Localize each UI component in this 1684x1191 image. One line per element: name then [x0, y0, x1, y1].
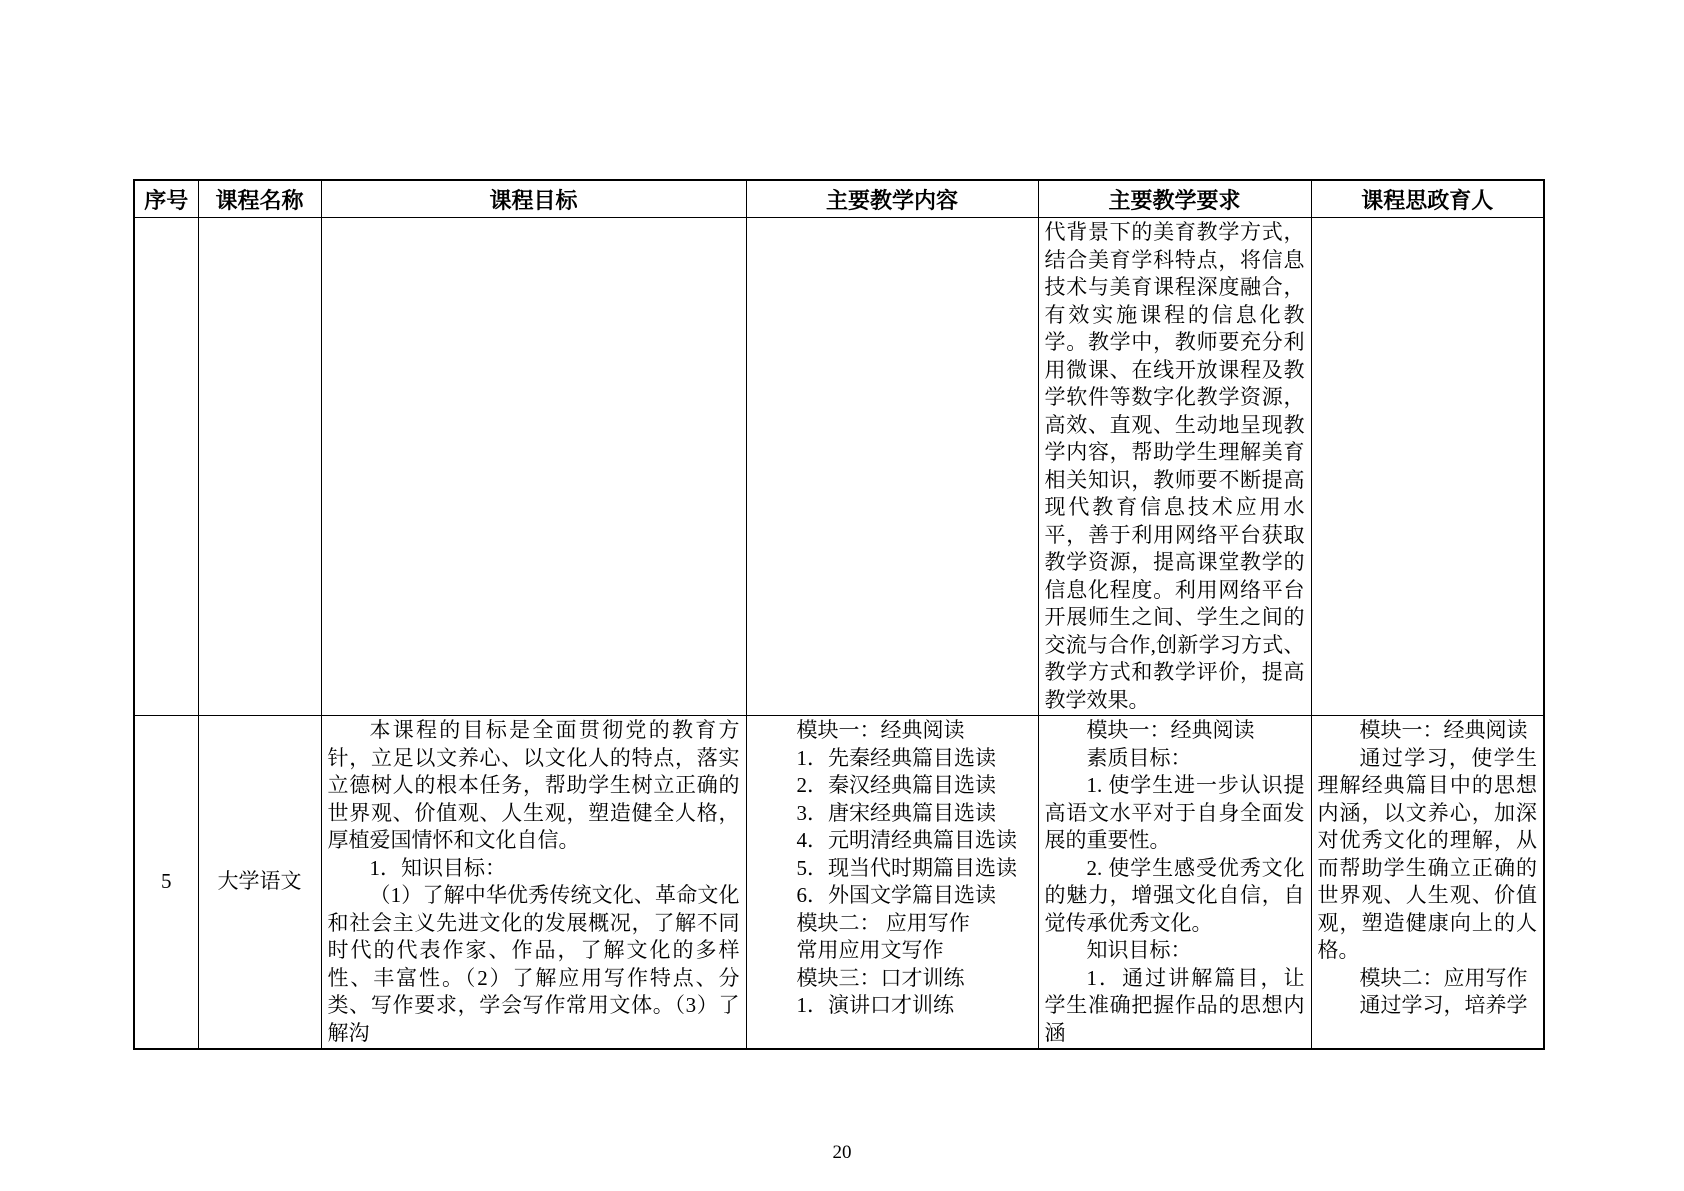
- paragraph: 模块一：经典阅读: [1359, 718, 1528, 742]
- paragraph: 模块三：口才训练: [796, 965, 965, 990]
- course-outline-table: [133, 179, 1545, 1050]
- paragraph: 1．知识目标：: [369, 855, 506, 880]
- paragraph: 素质目标：: [1086, 745, 1192, 770]
- table-row-course-5: [134, 716, 1544, 1050]
- paragraph: 本课程的目标是全面贯彻党的教育方针，立足以文养心、以文化人的特点，落实立德树人的根本任务，帮助学生树立正确的世界观、价值观、人生观，塑造健全人格，厚植爱国情怀和文化自信。: [327, 718, 740, 852]
- col-header-seq: 序号: [134, 180, 198, 218]
- cell-ideology: [1311, 716, 1544, 1050]
- paragraph: 5．现当代时期篇目选读: [796, 855, 1017, 880]
- paragraph: 通过学习，使学生理解经典篇目中的思想内涵，以文养心，加深对优秀文化的理解，从而帮助学生确立正确的世界观、人生观、价值观，塑造健康向上的人格。: [1317, 745, 1537, 962]
- paragraph: 常用应用文写作: [796, 938, 944, 962]
- col-header-ideology: 课程思政育人: [1311, 180, 1544, 218]
- cell-requirements: [1038, 218, 1311, 716]
- paragraph: 2．秦汉经典篇目选读: [796, 773, 996, 797]
- paragraph: 代背景下的美育教学方式，结合美育学科特点，将信息技术与美育课程深度融合，有效实施课程的信息化教学。教学中，教师要充分利用微课、在线开放课程及教学软件等数字化教学资源，高效、直观、生动地呈现教学内容，帮助学生理解美育相关知识，教师要不断提高现代教育信息技术应用水平，善于利用网络平台获取教学资源，提高课堂教学的信息化程度。利用网络平台开展师生之间、学生之间的交流与合作,创新学习方式、教学方式和教学评价，提高教学效果。: [1044, 220, 1305, 712]
- col-header-content: 主要教学内容: [746, 180, 1038, 218]
- paragraph: 通过学习，培养学: [1359, 993, 1528, 1017]
- paragraph: 1．演讲口才训练: [796, 993, 954, 1017]
- cell-seq: 5: [134, 716, 198, 1050]
- paragraph: （1）了解中华优秀传统文化、革命文化和社会主义先进文化的发展概况，了解不同时代的代表作家、作品，了解文化的多样性、丰富性。（2）了解应用写作特点、分类、写作要求，学会写作常用文体。（3）了解沟: [327, 883, 740, 1045]
- paragraph: 知识目标：: [1086, 938, 1192, 962]
- col-header-requirements: 主要教学要求: [1038, 180, 1311, 218]
- cell-ideology: [1311, 218, 1544, 716]
- col-header-course-name: 课程名称: [198, 180, 321, 218]
- table-header-row: [134, 180, 1544, 218]
- cell-course-name: [198, 218, 321, 716]
- paragraph: 模块二：应用写作: [1359, 965, 1528, 990]
- cell-objectives: [321, 218, 746, 716]
- paragraph: 模块一：经典阅读: [796, 718, 965, 742]
- paragraph: 模块一：经典阅读: [1086, 718, 1255, 742]
- cell-content: [746, 716, 1038, 1050]
- paragraph: 2. 使学生感受优秀文化的魅力，增强文化自信，自觉传承优秀文化。: [1044, 855, 1305, 935]
- paragraph: 模块二： 应用写作: [796, 910, 970, 935]
- col-header-objectives: 课程目标: [321, 180, 746, 218]
- paragraph: 1．先秦经典篇目选读: [796, 745, 996, 770]
- cell-content: [746, 218, 1038, 716]
- paragraph: 1．通过讲解篇目，让学生准确把握作品的思想内涵: [1044, 965, 1305, 1045]
- table-row-continuation: [134, 218, 1544, 716]
- paragraph: 6．外国文学篇目选读: [796, 883, 996, 907]
- cell-course-name: 大学语文: [198, 716, 321, 1050]
- cell-objectives: [321, 716, 746, 1050]
- cell-seq: [134, 218, 198, 716]
- paragraph: 3．唐宋经典篇目选读: [796, 800, 996, 825]
- paragraph: 1. 使学生进一步认识提高语文水平对于自身全面发展的重要性。: [1044, 773, 1305, 852]
- cell-requirements: [1038, 716, 1311, 1050]
- paragraph: 4．元明清经典篇目选读: [796, 828, 1017, 852]
- page-number: 20: [832, 1142, 852, 1163]
